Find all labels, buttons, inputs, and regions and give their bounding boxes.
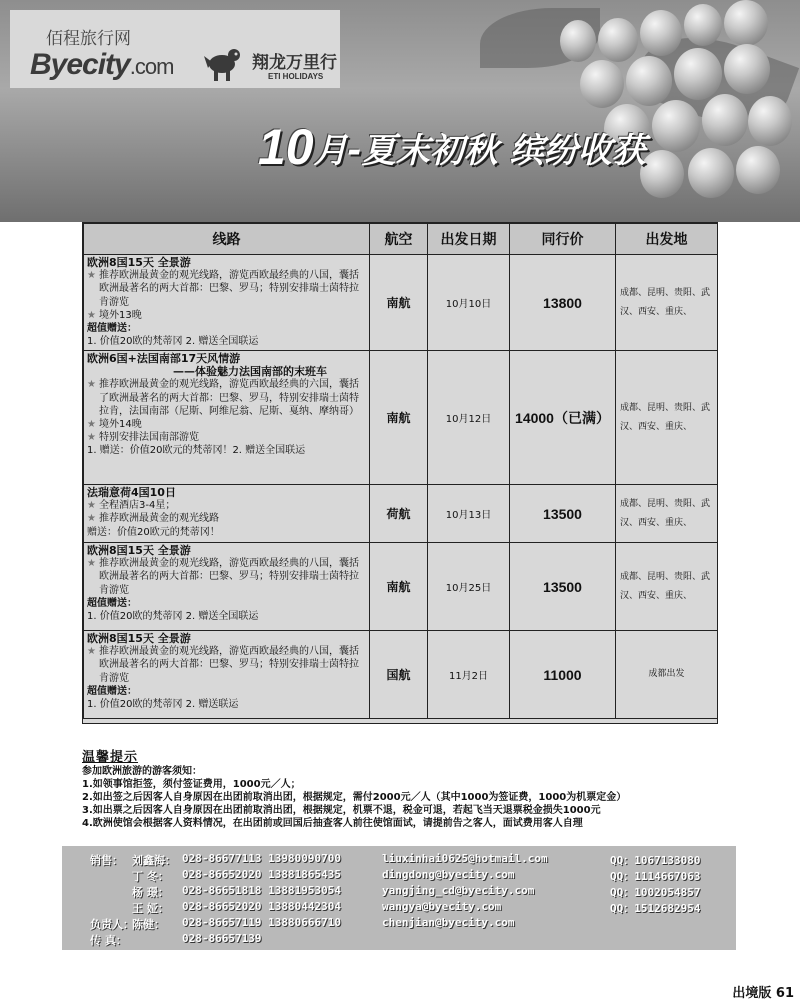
star-icon: ★ bbox=[87, 270, 96, 282]
contact-qq: QQ：1002054857 bbox=[610, 886, 701, 899]
grape-decoration bbox=[652, 100, 700, 152]
route-cell bbox=[84, 543, 370, 631]
contact-label: 负责人： bbox=[90, 918, 134, 931]
route-line bbox=[87, 698, 366, 711]
route-line-text: 境外14晚 bbox=[99, 419, 142, 431]
route-line bbox=[87, 322, 366, 335]
contact-label: 销售： bbox=[90, 854, 123, 867]
grape-decoration bbox=[688, 148, 734, 198]
contact-phone: 028-86657139 bbox=[182, 932, 262, 945]
route-line-text: 超值赠送： bbox=[87, 685, 137, 697]
contact-email[interactable]: yangjing_cd@byecity.com bbox=[382, 884, 535, 897]
contact-qq: QQ：1067133080 bbox=[610, 854, 701, 867]
tour-table-container bbox=[82, 222, 718, 724]
contact-name: 杨 璟： bbox=[132, 886, 169, 899]
grape-decoration bbox=[640, 10, 682, 56]
route-line-text: 赠送：价值20欧元的梵蒂冈！ bbox=[87, 526, 220, 538]
table-row bbox=[84, 485, 718, 543]
contact-email[interactable]: dingdong@byecity.com bbox=[382, 868, 515, 881]
date-cell: 10月12日 bbox=[428, 351, 510, 485]
headline-text: 月-夏末初秋 缤纷收获 bbox=[313, 131, 646, 171]
tips-line: 1.如领事馆拒签，须付签证费用，1000元／人； bbox=[82, 779, 301, 790]
contact-phone: 028-86652020 13880442304 bbox=[182, 900, 341, 913]
tips-line: 参加欧洲旅游的游客须知： bbox=[82, 766, 202, 777]
date-cell: 10月10日 bbox=[428, 255, 510, 351]
route-line-text: 1. 价值20欧的梵蒂冈 2. 赠送全国联运 bbox=[87, 611, 259, 623]
price-cell: 11000 bbox=[510, 631, 616, 719]
column-header-route: 线路 bbox=[84, 224, 370, 255]
route-cell bbox=[84, 631, 370, 719]
headline bbox=[258, 118, 646, 176]
star-icon: ★ bbox=[87, 309, 96, 321]
tour-table bbox=[83, 223, 718, 719]
route-line bbox=[87, 685, 366, 698]
route-line bbox=[87, 610, 366, 623]
star-icon: ★ bbox=[87, 419, 96, 431]
route-line bbox=[87, 378, 366, 418]
contact-phone: 028-86657119 13880666710 bbox=[182, 916, 341, 929]
route-line bbox=[87, 335, 366, 348]
route-title: 欧洲8国15天 全景游 bbox=[87, 256, 191, 269]
star-icon: ★ bbox=[87, 513, 96, 525]
airline-cell: 南航 bbox=[370, 543, 428, 631]
table-body bbox=[84, 255, 718, 719]
eti-cn-name: 翔龙万里行 bbox=[252, 53, 337, 73]
byecity-logo-text: Byecity bbox=[30, 48, 130, 81]
eti-mascot-icon bbox=[198, 42, 244, 84]
route-subtitle: ——体验魅力法国南部的末班车 bbox=[173, 365, 327, 379]
route-line-text: 全程酒店3-4星； bbox=[99, 500, 176, 512]
route-line-text: 推荐欧洲最黄金的观光线路，游览西欧最经典的八国，囊括欧洲最著名的两大首都：巴黎、罗马；特别安排瑞士茵特拉肯游览 bbox=[99, 646, 359, 684]
route-title: 欧洲8国15天 全景游 bbox=[87, 632, 191, 645]
tips-line: 2.如出签之后因客人自身原因在出团前取消出团，根据规定，需付2000元／人（其中1000为签证费，1000为机票定金） bbox=[82, 792, 627, 803]
byecity-logo-dot: .com bbox=[129, 54, 174, 79]
departure-cell: 成都、昆明、贵阳、武汉、西安、重庆、 bbox=[616, 255, 718, 351]
column-header-airline: 航空 bbox=[370, 224, 428, 255]
route-line bbox=[87, 269, 366, 309]
column-header-date: 出发日期 bbox=[428, 224, 510, 255]
star-icon: ★ bbox=[87, 500, 96, 512]
tips-line: 4.欧洲使馆会根据客人资料情况，在出团前或回国后抽查客人前往使馆面试，请提前告之客人，面试费用客人自理 bbox=[82, 818, 583, 829]
contact-name: 刘鑫海： bbox=[132, 854, 176, 867]
date-cell: 10月13日 bbox=[428, 485, 510, 543]
contact-name: 丁 冬： bbox=[132, 870, 169, 883]
contact-name: 陈健： bbox=[132, 918, 165, 931]
route-line-text: 1. 价值20欧的梵蒂冈 2. 赠送全国联运 bbox=[87, 336, 259, 348]
route-line bbox=[87, 512, 366, 525]
header-banner bbox=[0, 0, 800, 222]
airline-cell: 南航 bbox=[370, 255, 428, 351]
contact-email[interactable]: liuxinhai0625@hotmail.com bbox=[382, 852, 548, 865]
grape-decoration bbox=[684, 4, 722, 46]
table-row bbox=[84, 351, 718, 485]
route-line-text: 超值赠送： bbox=[87, 597, 137, 609]
route-line bbox=[87, 499, 366, 512]
tips-line: 3.如出票之后因客人自身原因在出团前取消出团，根据规定，机票不退，税金可退，若起飞当天退票税金损失1000元 bbox=[82, 805, 601, 816]
column-header-price: 同行价 bbox=[510, 224, 616, 255]
byecity-logo bbox=[30, 48, 173, 82]
route-line bbox=[87, 645, 366, 685]
contact-qq: QQ：1512682954 bbox=[610, 902, 701, 915]
route-line bbox=[87, 597, 366, 610]
route-line bbox=[87, 309, 366, 322]
star-icon: ★ bbox=[87, 379, 96, 391]
contact-phone: 028-86651818 13881953054 bbox=[182, 884, 341, 897]
route-cell bbox=[84, 351, 370, 485]
departure-cell: 成都、昆明、贵阳、武汉、西安、重庆、 bbox=[616, 543, 718, 631]
grape-decoration bbox=[640, 150, 684, 198]
star-icon: ★ bbox=[87, 646, 96, 658]
route-line-text: 特别安排法国南部游览 bbox=[99, 432, 199, 444]
date-cell: 11月2日 bbox=[428, 631, 510, 719]
price-cell: 13800 bbox=[510, 255, 616, 351]
airline-cell: 南航 bbox=[370, 351, 428, 485]
contact-email[interactable]: chenjian@byecity.com bbox=[382, 916, 515, 929]
airline-cell: 国航 bbox=[370, 631, 428, 719]
grape-decoration bbox=[748, 96, 792, 146]
table-row bbox=[84, 543, 718, 631]
table-row bbox=[84, 631, 718, 719]
grape-decoration bbox=[702, 94, 748, 146]
route-line bbox=[87, 557, 366, 597]
route-title: 法瑞意荷4国10日 bbox=[87, 486, 176, 499]
grape-decoration bbox=[598, 18, 638, 62]
departure-cell: 成都出发 bbox=[616, 631, 718, 719]
route-line-text: 推荐欧洲最黄金的观光线路 bbox=[99, 513, 219, 525]
column-header-departure: 出发地 bbox=[616, 224, 718, 255]
route-line-text: 1. 价值20欧的梵蒂冈 2. 赠送联运 bbox=[87, 699, 239, 711]
grape-decoration bbox=[736, 146, 780, 194]
star-icon: ★ bbox=[87, 558, 96, 570]
price-cell: 13500 bbox=[510, 543, 616, 631]
grape-decoration bbox=[580, 60, 624, 108]
route-title: 欧洲8国15天 全景游 bbox=[87, 544, 191, 557]
grape-decoration bbox=[724, 0, 768, 46]
route-cell bbox=[84, 255, 370, 351]
contact-panel bbox=[62, 846, 736, 950]
route-line-text: 推荐欧洲最黄金的观光线路，游览西欧最经典的六国，囊括了欧洲最著名的两大首都：巴黎、罗马，特别安排瑞士茵特拉肯，法国南部（尼斯、阿维尼翁、尼斯、戛纳、摩纳哥） bbox=[99, 379, 359, 417]
price-cell: 14000（已满） bbox=[510, 351, 616, 485]
contact-label: 传 真： bbox=[90, 934, 127, 947]
route-line-text: 1. 赠送：价值20欧元的梵蒂冈！2. 赠送全国联运 bbox=[87, 445, 306, 457]
route-cell bbox=[84, 485, 370, 543]
grape-decoration bbox=[626, 56, 672, 106]
route-line-text: 境外13晚 bbox=[99, 309, 142, 321]
contact-phone: 028-86652020 13881865435 bbox=[182, 868, 341, 881]
route-line bbox=[87, 418, 366, 431]
grape-decoration bbox=[560, 20, 596, 62]
route-title: 欧洲6国+法国南部17天风情游 bbox=[87, 352, 241, 365]
route-line-text: 超值赠送： bbox=[87, 323, 137, 335]
star-icon: ★ bbox=[87, 432, 96, 444]
route-line-text: 推荐欧洲最黄金的观光线路，游览西欧最经典的八国，囊括欧洲最著名的两大首都：巴黎、罗马；特别安排瑞士茵特拉肯游览 bbox=[99, 270, 359, 308]
logo-area bbox=[10, 10, 340, 88]
grape-decoration bbox=[674, 48, 722, 100]
route-line bbox=[87, 444, 366, 457]
departure-cell: 成都、昆明、贵阳、武汉、西安、重庆、 bbox=[616, 485, 718, 543]
airline-cell: 荷航 bbox=[370, 485, 428, 543]
route-line-text: 推荐欧洲最黄金的观光线路，游览西欧最经典的八国，囊括欧洲最著名的两大首都：巴黎、罗马；特别安排瑞士茵特拉肯游览 bbox=[99, 558, 359, 596]
departure-cell: 成都、昆明、贵阳、武汉、西安、重庆、 bbox=[616, 351, 718, 485]
contact-email[interactable]: wangya@byecity.com bbox=[382, 900, 502, 913]
contact-qq: QQ：1114667063 bbox=[610, 870, 701, 883]
byecity-cn-name: 佰程旅行网 bbox=[46, 29, 131, 49]
table-row bbox=[84, 255, 718, 351]
tips-section bbox=[82, 746, 722, 830]
tips-title: 温馨提示 bbox=[82, 750, 139, 765]
eti-en-name: ETI HOLIDAYS bbox=[268, 72, 324, 81]
date-cell: 10月25日 bbox=[428, 543, 510, 631]
contact-phone: 028-86677113 13980090700 bbox=[182, 852, 341, 865]
page-number: 出境版 61 bbox=[732, 986, 794, 1001]
grape-decoration bbox=[724, 44, 770, 94]
price-cell: 13500 bbox=[510, 485, 616, 543]
contact-name: 王 娅： bbox=[132, 902, 169, 915]
headline-month: 10 bbox=[258, 119, 314, 175]
table-header-row bbox=[84, 224, 718, 255]
route-line bbox=[87, 526, 366, 539]
route-line bbox=[87, 431, 366, 444]
